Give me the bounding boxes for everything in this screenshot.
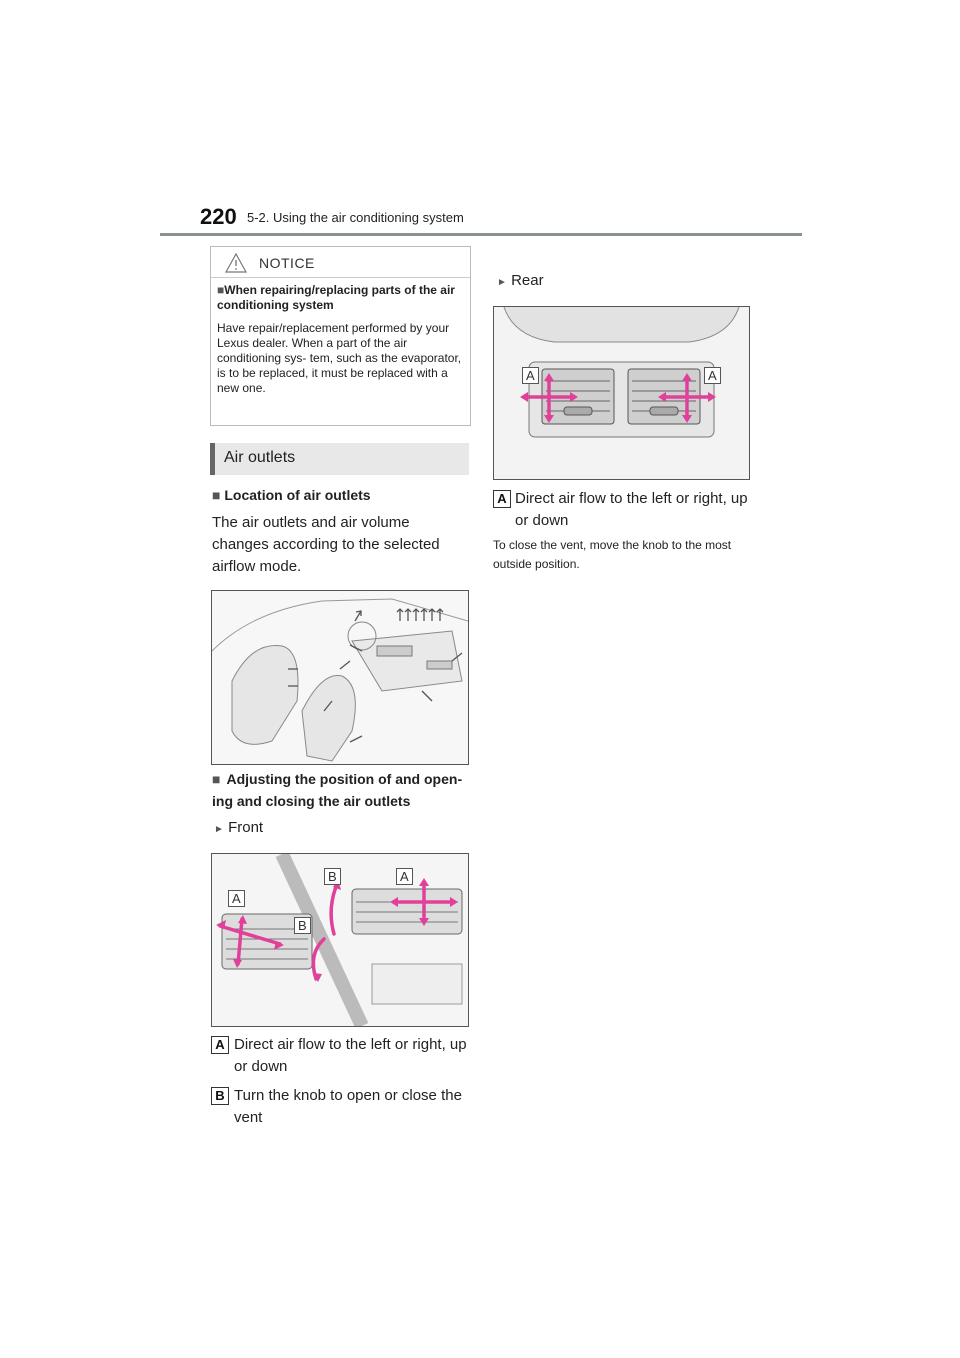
front-vents-figure	[211, 853, 469, 1027]
callout-b: B	[324, 868, 341, 885]
notice-subheading: ■When repairing/replacing parts of the air conditioning system	[217, 283, 455, 312]
location-subheading: ■ Location of air outlets	[212, 487, 371, 503]
rear-item-a-text: Direct air flow to the left or right, up or down	[515, 490, 748, 529]
front-item-b-text: Turn the knob to open or close the vent	[234, 1087, 462, 1126]
section-heading: Air outlets	[224, 449, 296, 466]
cabin-air-outlets-figure	[211, 590, 469, 765]
square-bullet-icon: ■	[212, 771, 221, 787]
section-title: 5-2. Using the air conditioning system	[247, 210, 464, 225]
label-b: B	[211, 1087, 229, 1105]
square-bullet-icon: ■	[217, 283, 225, 297]
callout-a: A	[228, 890, 245, 907]
callout-a: A	[704, 367, 721, 384]
adjusting-subheading: ■ Adjusting the position of and open- ing and closing the air outlets	[212, 768, 470, 812]
triangle-bullet-icon: ►	[497, 277, 507, 288]
triangle-bullet-icon: ►	[214, 824, 224, 835]
section-heading-bar	[210, 443, 469, 475]
front-item-a-text: Direct air flow to the left or right, up or down	[234, 1036, 467, 1075]
rear-vents-illustration	[494, 307, 749, 479]
callout-b: B	[294, 917, 311, 934]
callout-a: A	[396, 868, 413, 885]
notice-box	[210, 246, 471, 426]
rear-vents-figure	[493, 306, 750, 480]
label-a: A	[211, 1036, 229, 1054]
square-bullet-icon: ■	[212, 487, 221, 503]
cabin-illustration	[212, 591, 468, 764]
warning-icon	[225, 253, 247, 273]
rear-note: To close the vent, move the knob to the most outside position.	[493, 538, 732, 571]
notice-title: NOTICE	[259, 255, 315, 271]
callout-a: A	[522, 367, 539, 384]
header-rule	[160, 233, 802, 236]
location-text: The air outlets and air volume changes according to the selected airflow mode.	[212, 514, 440, 575]
notice-body: Have repair/replacement performed by your Lexus dealer. When a part of the air conditioning sys- tem, such as the evaporator, is to be replaced, it must be replaced with a new one.	[217, 321, 462, 395]
page-number: 220	[200, 204, 237, 229]
notice-header	[211, 247, 470, 278]
rear-label: ► Rear	[497, 272, 544, 289]
label-a: A	[493, 490, 511, 508]
front-label: ► Front	[214, 819, 264, 836]
